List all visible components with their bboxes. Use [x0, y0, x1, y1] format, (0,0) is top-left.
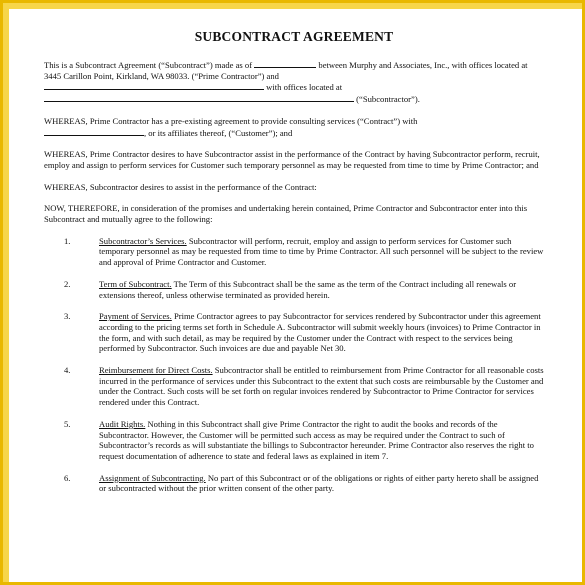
clause-heading: Subcontractor’s Services. [99, 235, 187, 246]
clause-heading: Assignment of Subcontracting. [99, 472, 206, 483]
clause-number: 6. [64, 472, 71, 483]
intro-text-4: (“Subcontractor”). [356, 94, 420, 105]
subcontractor-address-blank [44, 93, 354, 102]
clause-list [44, 236, 544, 494]
now-therefore-paragraph: NOW, THEREFORE, in consideration of the promises and undertaking herein contained, Prime Contractor and Subcontractor enter into this Subcontract and mutually agree to the following: [44, 203, 528, 225]
clause-item [44, 473, 544, 494]
date-blank [254, 59, 316, 68]
clause-number: 3. [64, 311, 71, 322]
whereas1-text-1: WHEREAS, Prime Contractor has a pre-existing agreement to provide consulting services (“Contract”) with [44, 115, 418, 126]
clause-number: 4. [64, 365, 71, 376]
clause-number: 5. [64, 418, 71, 429]
clause-number: 1. [64, 235, 71, 246]
document-content [44, 29, 544, 505]
intro-text-2: between Murphy and Associates, Inc., with offices located at 3445 Carillon Point, Kirkland, WA 98033. (“Prime Contractor”) and [44, 60, 528, 81]
clause-heading: Payment of Services. [99, 311, 172, 322]
customer-blank [44, 127, 144, 136]
clause-text: Nothing in this Subcontract shall give Prime Contractor the right to audit the books and records of the Subcontractor. However, the Customer will be permitted such access as may be required under the Contract to such of Subcontractor’s records as will substantiate the billings to Subcontractor hereunder. Prime Contractor also reserves the right to request documentation of adherence to state and federal laws as explained in item 7. [99, 418, 534, 461]
clause-item [44, 279, 544, 300]
whereas-paragraph-3: WHEREAS, Subcontractor desires to assist in the performance of the Contract: [44, 181, 317, 192]
clause-text: No part of this Subcontract or of the obligations or rights of either party hereto shall be assigned or subcontracted without the prior written consent of the other party. [99, 472, 539, 494]
whereas-paragraph-1 [44, 116, 544, 138]
intro-text-3: with offices located at [266, 82, 343, 93]
clause-item [44, 365, 544, 408]
clause-item [44, 311, 544, 354]
clause-heading: Audit Rights. [99, 418, 146, 429]
clause-heading: Reimbursement for Direct Costs. [99, 365, 213, 376]
clause-text: Prime Contractor agrees to pay Subcontractor for services rendered by Subcontractor under this agreement according to the pricing terms set forth in Schedule A. Subcontractor will submit weekly hours (invoices) to Prime Contractor in the form, and with such detail, as may be required by the Customer under the Contract with respect to the services being performed by Subcontractor. Such invoices are due and payable Net 30. [99, 311, 541, 354]
clause-number: 2. [64, 278, 71, 289]
subcontractor-name-blank [44, 81, 264, 90]
intro-text-1: This is a Subcontract Agreement (“Subcontract”) made as of [44, 60, 253, 70]
document-title: SUBCONTRACT AGREEMENT [194, 29, 394, 44]
clause-text: Subcontractor will perform, recruit, employ and assign to perform services for Customer such temporary personnel as may be requested from time to time by Prime Contractor. All such personnel will be subject to the review and approval of Prime Contractor and Customer. [99, 235, 544, 268]
clause-text: The Term of this Subcontract shall be the same as the term of the Contract including all renewals or extensions thereof, unless otherwise terminated as provided herein. [99, 278, 517, 300]
clause-heading: Term of Subcontract. [99, 278, 172, 289]
clause-item [44, 419, 544, 462]
document-page [9, 9, 582, 582]
whereas-paragraph-2: WHEREAS, Prime Contractor desires to have Subcontractor assist in the performance of the Contract by having Subcontractor perform, recruit, employ and assign to perform services for Customer such temporary personnel as may be requested from time to time by Prime Contractor; and [44, 149, 540, 170]
clause-text: Subcontractor shall be entitled to reimbursement from Prime Contractor for all reasonable costs incurred in the performance of services under this Subcontract to the extent that such costs are reimbursable by the Customer and under the Contract. Such costs will be set forth on regular invoices rendered by Subcontractor to Prime Contractor for services rendered under this Contract. [99, 365, 544, 408]
whereas1-text-2: , or its affiliates thereof, (“Customer”); and [144, 127, 293, 138]
clause-item [44, 236, 544, 268]
intro-paragraph [44, 59, 544, 105]
